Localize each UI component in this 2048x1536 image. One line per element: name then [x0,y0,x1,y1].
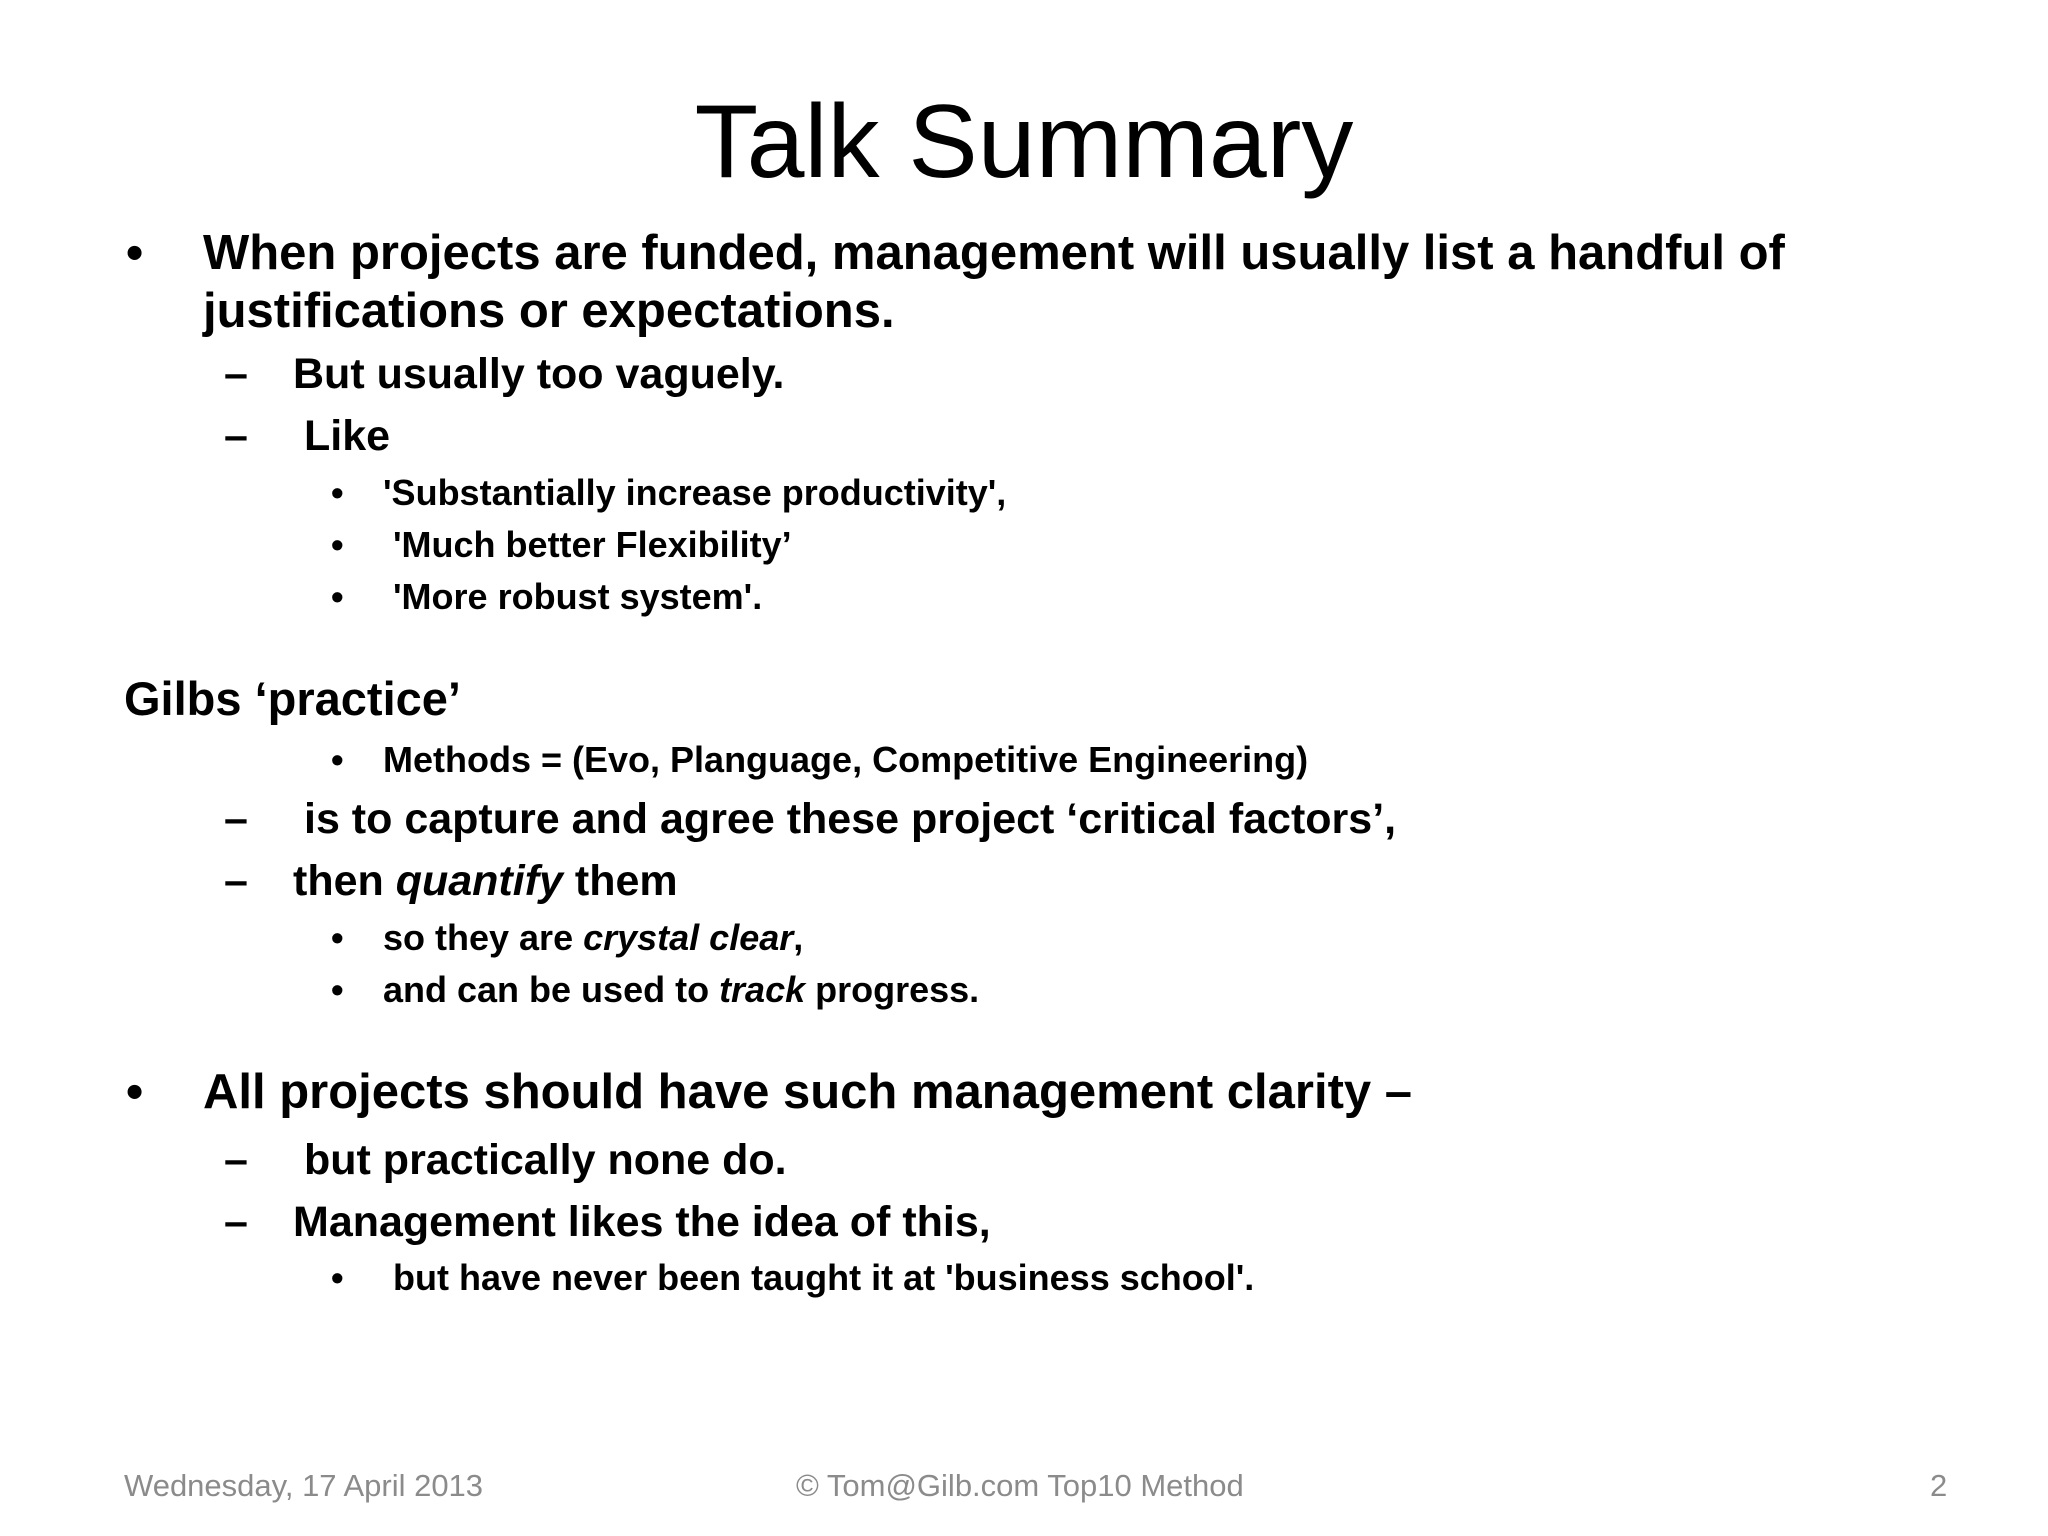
footer-copyright: © Tom@Gilb.com Top10 Method [796,1468,1244,1503]
text-run: so they are [383,917,584,958]
bullet-text: When projects are funded, management will usually list a handful of [203,226,1785,280]
emphasis-text: track [719,969,806,1010]
dash-marker: – [224,1198,248,1246]
sub-sub-bullet-text: 'Substantially increase productivity', [383,472,1007,513]
sub-bullet-text: is to capture and agree these project ‘critical factors’, [304,795,1397,843]
bullet-marker-small: • [331,917,344,958]
dash-marker: – [224,795,248,843]
page-number: 2 [1930,1468,1948,1503]
emphasis-text: quantify [395,857,563,905]
footer-date: Wednesday, 17 April 2013 [124,1468,484,1503]
bullet-marker-small: • [331,739,344,780]
bullet-marker-small: • [331,1257,344,1298]
emphasis-text: crystal clear [583,917,794,958]
section-heading: Gilbs ‘practice’ [124,672,461,725]
bullet-marker: • [126,226,144,280]
bullet-marker: • [126,1065,144,1119]
sub-bullet-text: But usually too vaguely. [293,350,785,398]
sub-bullet-text: Management likes the idea of this, [293,1198,991,1246]
bullet-marker-small: • [331,969,344,1010]
dash-marker: – [224,412,248,460]
sub-bullet-text: Like [304,412,391,460]
dash-marker: – [224,1136,248,1184]
slide-title: Talk Summary [694,84,1354,200]
dash-marker: – [224,350,248,398]
bullet-marker-small: • [331,472,344,513]
text-run: then [293,857,396,905]
text-run: them [562,857,678,905]
sub-sub-bullet-text: 'More robust system'. [393,576,763,617]
bullet-text-continued: justifications or expectations. [203,284,895,338]
text-run: progress. [805,969,980,1010]
sub-sub-bullet-text [383,968,979,1012]
sub-sub-bullet-text: 'Much better Flexibility’ [393,524,792,565]
bullet-text: All projects should have such management clarity – [203,1065,1413,1119]
sub-sub-bullet-text: but have never been taught it at 'business school'. [393,1257,1255,1298]
sub-sub-bullet-text: Methods = (Evo, Planguage, Competitive Engineering) [383,739,1309,780]
sub-sub-bullet-text [383,916,803,960]
sub-bullet-text: but practically none do. [304,1136,787,1184]
bullet-marker-small: • [331,524,344,565]
bullet-marker-small: • [331,576,344,617]
sub-bullet-text [293,855,678,907]
text-run: and can be used to [383,969,720,1010]
dash-marker: – [224,857,248,905]
text-run: , [793,917,804,958]
